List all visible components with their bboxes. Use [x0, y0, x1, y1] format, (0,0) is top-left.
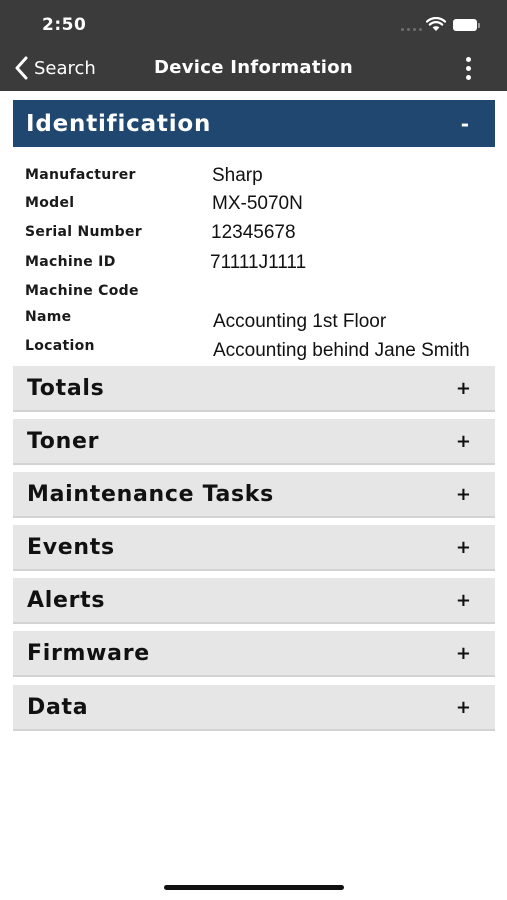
info-row-name — [13, 309, 495, 332]
section-firmware[interactable] — [13, 631, 495, 677]
section-title: Maintenance Tasks — [27, 481, 274, 507]
expand-toggle: + — [455, 642, 471, 664]
section-alerts[interactable] — [13, 578, 495, 624]
expand-toggle: + — [455, 696, 471, 718]
more-options-button[interactable] — [458, 54, 478, 82]
navigation-bar — [0, 45, 507, 91]
section-events[interactable] — [13, 525, 495, 571]
info-row-location — [13, 338, 495, 361]
identification-header[interactable] — [13, 100, 495, 147]
vertical-ellipsis-icon — [466, 57, 471, 62]
status-bar — [0, 0, 507, 45]
info-value: Accounting behind Jane Smith — [213, 340, 470, 361]
expand-toggle: + — [455, 536, 471, 558]
info-row-machine-code — [13, 283, 495, 303]
section-data[interactable] — [13, 685, 495, 731]
info-value: 71111J1111 — [210, 252, 307, 273]
identification-details — [13, 147, 495, 365]
section-title: Alerts — [27, 587, 106, 613]
wifi-icon — [426, 17, 446, 32]
page-title: Device Information — [153, 57, 354, 78]
battery-icon — [453, 19, 481, 31]
info-label: Machine ID — [25, 254, 116, 270]
info-label: Serial Number — [25, 224, 142, 240]
info-label: Model — [25, 195, 75, 211]
identification-title: Identification — [26, 110, 212, 137]
info-label: Name — [25, 309, 72, 325]
info-label: Manufacturer — [25, 167, 136, 183]
section-title: Totals — [27, 375, 105, 401]
section-title: Data — [27, 694, 89, 720]
signal-dots-icon — [401, 28, 422, 31]
info-row-manufacturer — [13, 167, 495, 187]
expand-toggle: + — [455, 377, 471, 399]
expand-toggle: + — [455, 483, 471, 505]
info-value: 12345678 — [211, 222, 296, 243]
section-maintenance-tasks[interactable] — [13, 472, 495, 518]
info-row-machine-id — [13, 254, 495, 274]
section-title: Toner — [27, 428, 100, 454]
identification-section — [13, 100, 495, 365]
section-toner[interactable] — [13, 419, 495, 465]
info-row-serial-number — [13, 224, 495, 244]
collapse-toggle: - — [460, 111, 469, 136]
section-title: Events — [27, 534, 115, 560]
expand-toggle: + — [455, 430, 471, 452]
section-totals[interactable] — [13, 366, 495, 412]
info-row-model — [13, 195, 495, 215]
info-value: MX-5070N — [212, 193, 303, 214]
info-label: Machine Code — [25, 283, 139, 299]
info-label: Location — [25, 338, 95, 354]
expand-toggle: + — [455, 589, 471, 611]
info-value: Accounting 1st Floor — [213, 311, 387, 332]
section-title: Firmware — [27, 640, 150, 666]
home-indicator[interactable] — [164, 885, 344, 890]
info-value: Sharp — [212, 165, 263, 186]
status-time: 2:50 — [42, 15, 87, 35]
back-button-label: Search — [34, 57, 96, 79]
